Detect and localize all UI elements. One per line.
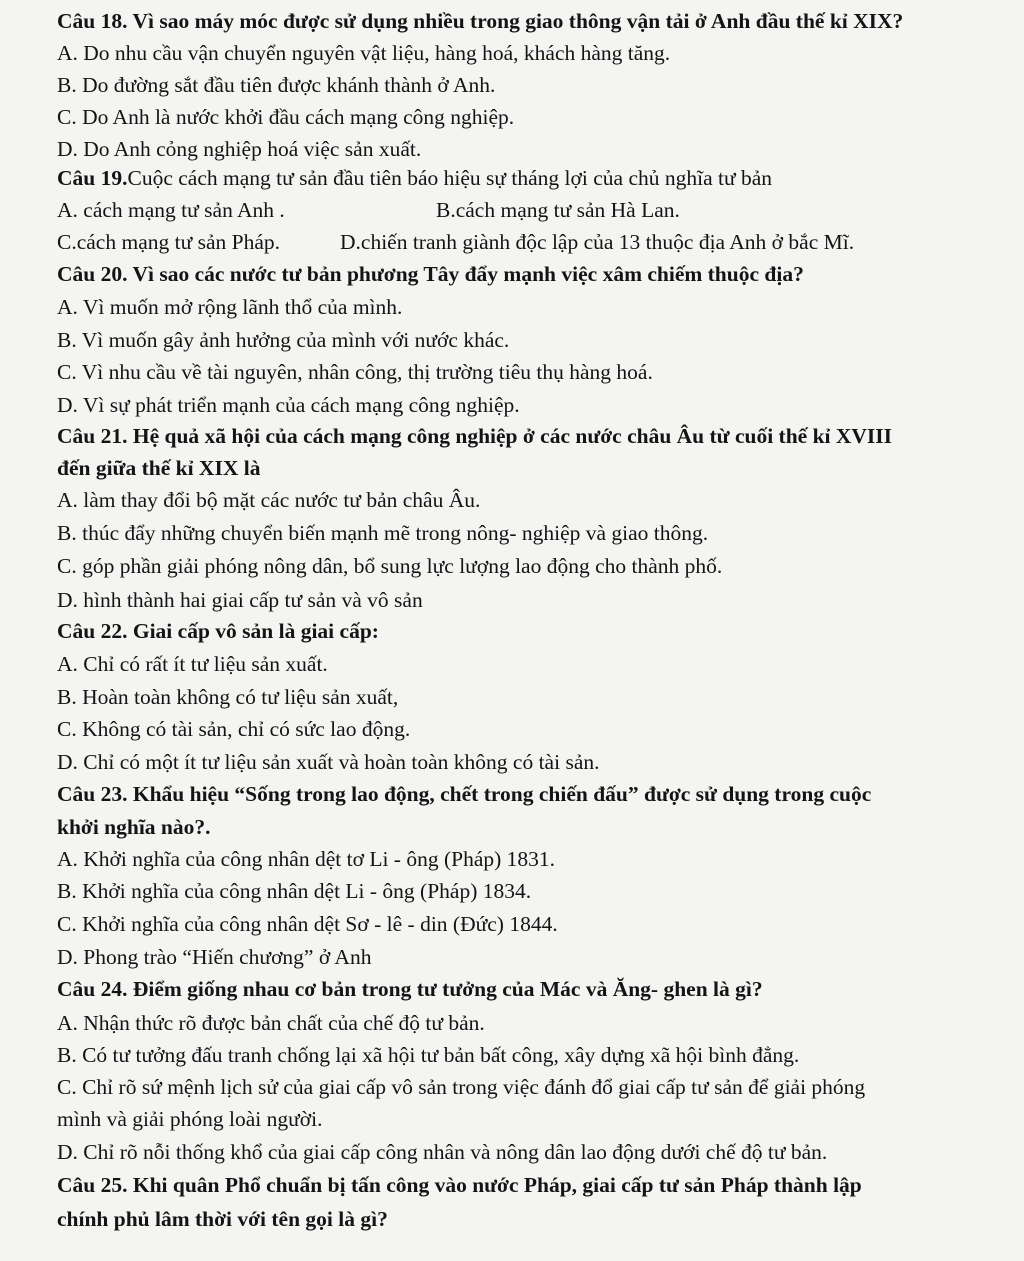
option-24-b: B. Có tư tưởng đấu tranh chống lại xã hội tư bản bất công, xây dựng xã hội bình đẳng. (57, 1043, 800, 1067)
option-19-c: C.cách mạng tư sản Pháp. (57, 230, 281, 254)
question-number: Câu 24. (57, 977, 128, 1001)
option-23-d: D. Phong trào “Hiến chương” ở Anh (57, 945, 372, 969)
option-18-c: C. Do Anh là nước khởi đầu cách mạng công nghiệp. (57, 105, 515, 129)
question-number: Câu 18. (57, 9, 128, 33)
question-text: Vì sao máy móc được sử dụng nhiều trong giao thông vận tải ở Anh đầu thế kỉ XIX? (132, 9, 904, 33)
question-text: Khẩu hiệu “Sống trong lao động, chết trong chiến đấu” được sử dụng trong cuộc (132, 782, 872, 806)
option-19-a: A. cách mạng tư sản Anh . (57, 198, 285, 222)
question-19 (57, 165, 772, 191)
option-20-a: A. Vì muốn mở rộng lãnh thổ của mình. (57, 295, 403, 319)
question-text: Khi quân Phổ chuẩn bị tấn công vào nước Pháp, giai cấp tư sản Pháp thành lập (132, 1173, 862, 1197)
question-number: Câu 25. (57, 1173, 128, 1197)
option-23-c: C. Khởi nghĩa của công nhân dệt Sơ - lê - din (Đức) 1844. (57, 912, 558, 936)
option-24-c-cont: mình và giải phóng loài người. (57, 1107, 323, 1131)
option-24-c: C. Chỉ rõ sứ mệnh lịch sử của giai cấp vô sản trong việc đánh đổ giai cấp tư sản để giải phóng (57, 1075, 866, 1099)
option-22-a: A. Chỉ có rất ít tư liệu sản xuất. (57, 652, 328, 676)
option-21-c: C. góp phần giải phóng nông dân, bổ sung lực lượng lao động cho thành phố. (57, 554, 723, 578)
question-text: Hệ quả xã hội của cách mạng công nghiệp ở các nước châu Âu từ cuối thế kỉ XVIII (132, 424, 893, 448)
option-23-b: B. Khởi nghĩa của công nhân dệt Li - ông (Pháp) 1834. (57, 879, 532, 903)
question-18 (57, 8, 903, 34)
option-24-d: D. Chỉ rõ nỗi thống khổ của giai cấp công nhân và nông dân lao động dưới chế độ tư bản. (57, 1140, 828, 1164)
question-text: Vì sao các nước tư bản phương Tây đẩy mạnh việc xâm chiếm thuộc địa? (132, 262, 804, 286)
question-number: Câu 22. (57, 619, 128, 643)
option-20-d: D. Vì sự phát triển mạnh của cách mạng công nghiệp. (57, 393, 520, 417)
question-24 (57, 976, 763, 1002)
option-24-a: A. Nhận thức rõ được bản chất của chế độ tư bản. (57, 1011, 485, 1035)
question-22 (57, 618, 379, 644)
question-number: Câu 19. (57, 166, 128, 190)
option-19-b: B.cách mạng tư sản Hà Lan. (436, 198, 680, 222)
option-21-b: B. thúc đẩy những chuyển biến mạnh mẽ trong nông- nghiệp và giao thông. (57, 521, 709, 545)
option-22-d: D. Chỉ có một ít tư liệu sản xuất và hoàn toàn không có tài sản. (57, 750, 600, 774)
option-22-c: C. Không có tài sản, chỉ có sức lao động. (57, 717, 411, 741)
question-23-cont: khởi nghĩa nào?. (57, 815, 211, 839)
question-number: Câu 21. (57, 424, 128, 448)
option-18-b: B. Do đường sắt đầu tiên được khánh thành ở Anh. (57, 73, 496, 97)
question-21-cont: đến giữa thế kỉ XIX là (57, 456, 261, 480)
question-25-cont: chính phủ lâm thời với tên gọi là gì? (57, 1207, 388, 1231)
question-text: Cuộc cách mạng tư sản đầu tiên báo hiệu sự tháng lợi của chủ nghĩa tư bản (127, 166, 773, 190)
question-23 (57, 781, 871, 807)
question-text: Giai cấp vô sản là giai cấp: (132, 619, 379, 643)
option-18-a: A. Do nhu cầu vận chuyển nguyên vật liệu, hàng hoá, khách hàng tăng. (57, 41, 671, 65)
question-20 (57, 261, 804, 287)
question-number: Câu 23. (57, 782, 128, 806)
option-19-d: D.chiến tranh giành độc lập của 13 thuộc địa Anh ở bắc Mĩ. (340, 230, 855, 254)
option-20-b: B. Vì muốn gây ảnh hưởng của mình với nước khác. (57, 328, 510, 352)
question-number: Câu 20. (57, 262, 128, 286)
option-23-a: A. Khởi nghĩa của công nhân dệt tơ Li - ông (Pháp) 1831. (57, 847, 556, 871)
question-21 (57, 423, 892, 449)
question-text: Điểm giống nhau cơ bản trong tư tưởng của Mác và Ăng- ghen là gì? (132, 977, 763, 1001)
option-20-c: C. Vì nhu cầu về tài nguyên, nhân công, thị trường tiêu thụ hàng hoá. (57, 360, 653, 384)
option-21-a: A. làm thay đổi bộ mặt các nước tư bản châu Âu. (57, 488, 481, 512)
option-18-d: D. Do Anh cỏng nghiệp hoá việc sản xuất. (57, 137, 422, 161)
question-25 (57, 1172, 862, 1198)
option-22-b: B. Hoàn toàn không có tư liệu sản xuất, (57, 685, 399, 709)
option-21-d: D. hình thành hai giai cấp tư sản và vô sản (57, 588, 423, 612)
